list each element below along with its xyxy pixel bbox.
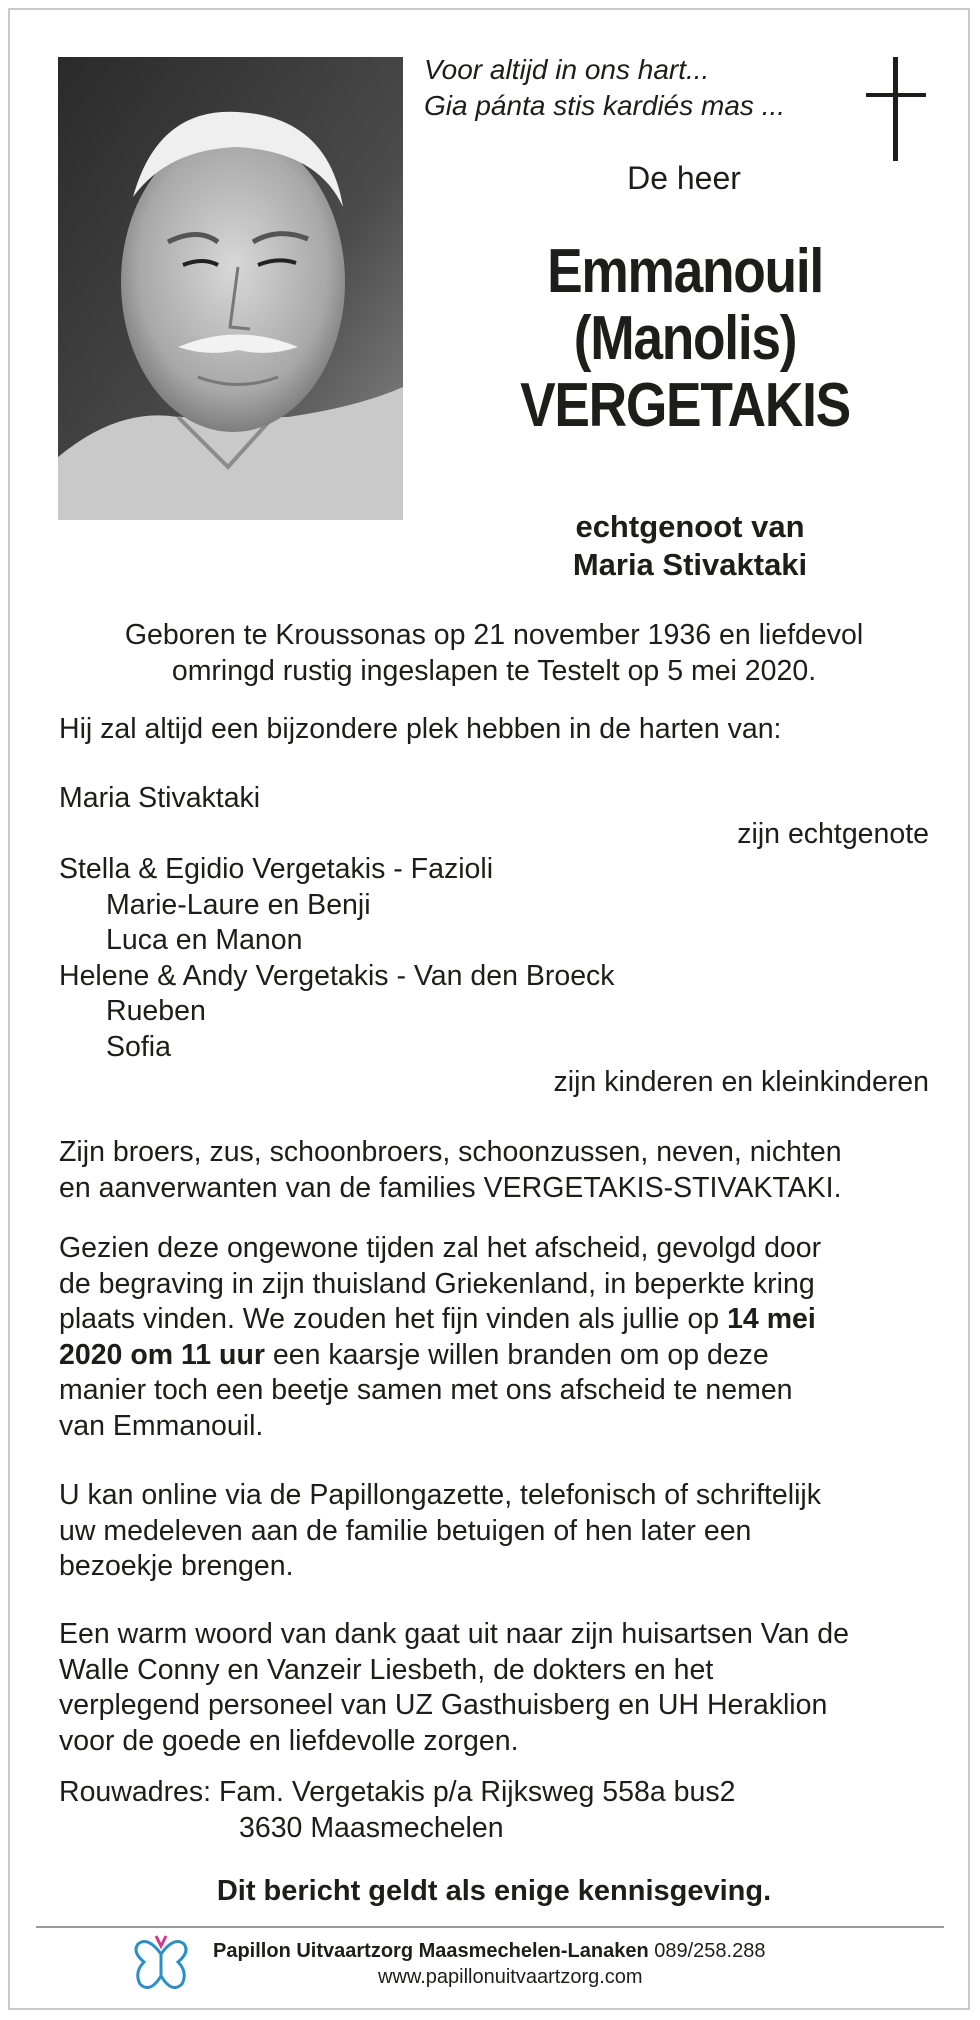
- online-line-2: uw medeleven aan de familie betuigen of hen later een: [59, 1514, 752, 1547]
- grandchildren-1a: Marie-Laure en Benji: [106, 888, 371, 921]
- birth-death-text: [59, 618, 929, 689]
- relatives-text: [59, 1135, 929, 1206]
- family-list: [59, 781, 929, 1101]
- ceremony-line-2: de begraving in zijn thuisland Griekenland, in beperkte kring: [59, 1267, 815, 1300]
- deceased-name: [466, 238, 905, 439]
- thanks-line-1: Een warm woord van dank gaat uit naar zijn huisartsen Van de: [59, 1618, 850, 1650]
- address-line-1: Rouwadres: Fam. Vergetakis p/a Rijksweg 558a bus2: [59, 1776, 736, 1808]
- quote-line-greek: Gia pánta stis kardiés mas ...: [424, 90, 786, 121]
- footer-company: [213, 1938, 765, 1964]
- ceremony-line-4: [59, 1338, 929, 1374]
- thanks-line-4: voor de goede en liefdevolle zorgen.: [59, 1724, 519, 1757]
- footer-divider: [36, 1926, 944, 1928]
- ceremony-line-4-text: een kaarsje willen branden om op deze: [264, 1338, 769, 1371]
- thanks-line-2: Walle Conny en Vanzeir Liesbeth, de dokters en het: [59, 1653, 714, 1686]
- relatives-line-1: Zijn broers, zus, schoonbroers, schoonzussen, neven, nichten: [59, 1136, 842, 1168]
- grandchild-2a: Rueben: [106, 995, 206, 1027]
- intro-text: Hij zal altijd een bijzondere plek hebben in de harten van:: [59, 713, 782, 745]
- memorial-quote: [424, 52, 785, 124]
- ceremony-line-3: [59, 1302, 929, 1338]
- name-first: Emmanouil: [547, 237, 823, 306]
- thanks-text: [59, 1617, 929, 1759]
- company-phone: 089/258.288: [648, 1940, 766, 1962]
- thanks-line-3: verplegend personeel van UZ Gasthuisberg en UH Heraklion: [59, 1689, 828, 1721]
- spouse-mention: [430, 508, 950, 584]
- online-condolence-text: [59, 1478, 929, 1585]
- child-2: Helene & Andy Vergetakis - Van den Broeck: [59, 959, 615, 992]
- online-line-1: U kan online via de Papillongazette, telefonisch of schriftelijk: [59, 1479, 822, 1511]
- ceremony-time: 2020 om 11 uur: [59, 1338, 265, 1371]
- online-line-3: bezoekje brengen.: [59, 1550, 294, 1582]
- name-nickname: (Manolis): [573, 304, 797, 373]
- ceremony-date: 14 mei: [727, 1303, 816, 1335]
- address-line-2: 3630 Maasmechelen: [239, 1811, 504, 1844]
- ceremony-line-3-text: plaats vinden. We zouden het fijn vinden als jullie op: [59, 1303, 728, 1335]
- company-name: Papillon Uitvaartzorg Maasmechelen-Lanaken: [213, 1940, 649, 1962]
- wife-name: Maria Stivaktaki: [59, 782, 261, 814]
- butterfly-logo-icon: [130, 1932, 192, 1998]
- portrait-photo: [58, 57, 403, 520]
- salutation: De heer: [627, 160, 741, 196]
- child-1: Stella & Egidio Vergetakis - Fazioli: [59, 853, 494, 885]
- grandchild-2b: Sofia: [106, 1030, 171, 1063]
- name-surname: VERGETAKIS: [520, 371, 850, 440]
- mourning-address: [59, 1775, 929, 1846]
- ceremony-text: [59, 1231, 929, 1444]
- children-role: zijn kinderen en kleinkinderen: [553, 1066, 929, 1098]
- grandchildren-1b: Luca en Manon: [106, 924, 303, 956]
- wife-role: zijn echtgenote: [737, 817, 929, 850]
- birth-line-2: omringd rustig ingeslapen te Testelt op 5 mei 2020.: [171, 654, 817, 687]
- ceremony-line-1: Gezien deze ongewone tijden zal het afscheid, gevolgd door: [59, 1232, 822, 1264]
- spouse-relation: echtgenoot van: [575, 509, 805, 544]
- relatives-line-2: en aanverwanten van de families VERGETAKIS-STIVAKTAKI.: [59, 1171, 842, 1204]
- closing-notice: Dit bericht geldt als enige kennisgeving.: [216, 1875, 772, 1907]
- cross-icon: [866, 57, 926, 161]
- birth-line-1: Geboren te Kroussonas op 21 november 1936 en liefdevol: [124, 619, 864, 651]
- ceremony-line-6: van Emmanouil.: [59, 1409, 264, 1442]
- company-website: www.papillonuitvaartzorg.com: [378, 1966, 643, 1988]
- ceremony-line-5: manier toch een beetje samen met ons afscheid te nemen: [59, 1374, 793, 1406]
- quote-line-dutch: Voor altijd in ons hart...: [424, 54, 710, 85]
- spouse-name: Maria Stivaktaki: [572, 547, 808, 582]
